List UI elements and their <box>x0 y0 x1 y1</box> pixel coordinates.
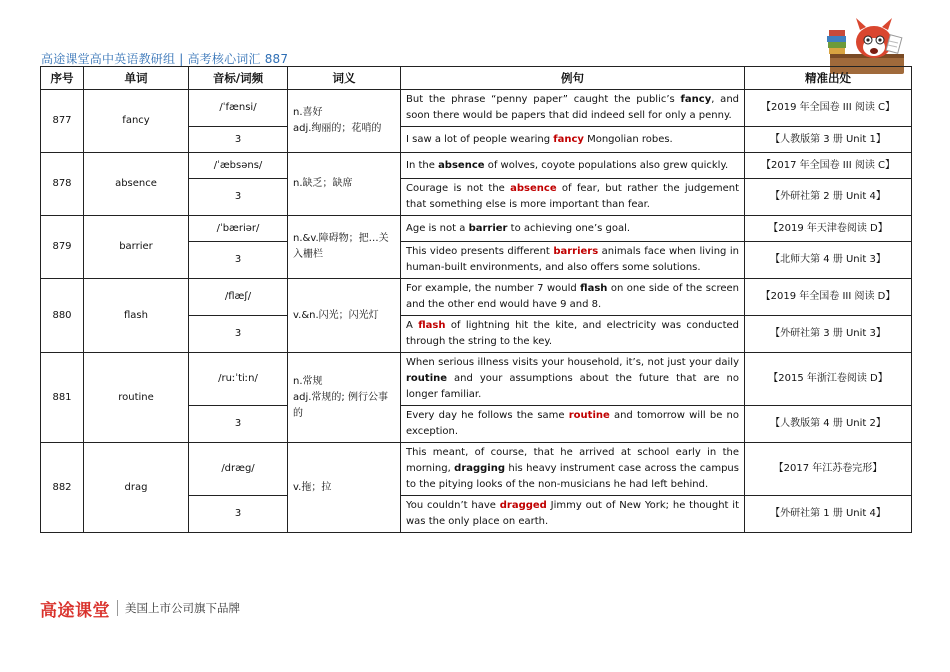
example-source: 【外研社第 2 册 Unit 4】 <box>745 179 912 216</box>
table-row <box>41 279 912 316</box>
example-sentence: Age is not a barrier to achieving one’s goal. <box>401 216 745 242</box>
keyword: routine <box>568 410 610 421</box>
entry-frequency: 3 <box>189 179 288 216</box>
keyword: barrier <box>468 222 508 234</box>
entry-word: absence <box>84 153 189 216</box>
example-sentence: Every day he follows the same routine and tomorrow will be no exception. <box>401 406 745 443</box>
table-row <box>41 153 912 179</box>
entry-phonetic: /ˈbæriər/ <box>189 216 288 242</box>
column-header-word: 单词 <box>84 67 189 90</box>
entry-word: fancy <box>84 90 189 153</box>
meaning-line: v.&n.闪光；闪光灯 <box>293 309 379 321</box>
example-sentence: When serious illness visits your household, it’s, not just your daily routine and your assumptions about the future that are no longer familiar. <box>401 353 745 406</box>
entry-frequency: 3 <box>189 496 288 533</box>
table-row <box>41 216 912 242</box>
entry-phonetic: /ˈfænsi/ <box>189 90 288 127</box>
keyword: fancy <box>680 94 712 105</box>
example-source: 【2017 年全国卷 III 阅读 C】 <box>745 153 912 179</box>
meaning-line: n.常规 <box>293 375 323 387</box>
column-header-number: 序号 <box>41 67 84 90</box>
entry-phonetic: /ˈæbsəns/ <box>189 153 288 179</box>
footer-divider <box>117 600 118 616</box>
header-title: 高途课堂高中英语教研组 | 高考核心词汇 887 <box>41 52 289 66</box>
entry-number: 877 <box>41 90 84 153</box>
example-source: 【北师大第 4 册 Unit 3】 <box>745 242 912 279</box>
example-sentence: A flash of lightning hit the kite, and electricity was conducted through the string to the key. <box>401 316 745 353</box>
entry-meaning <box>288 279 401 353</box>
example-sentence: But the phrase “penny paper” caught the public’s fancy, and soon there would be papers that did indeed sell for only a penny. <box>401 90 745 127</box>
entry-number: 882 <box>41 443 84 533</box>
table-row <box>41 353 912 406</box>
keyword: dragging <box>454 463 506 474</box>
column-header-meaning: 词义 <box>288 67 401 90</box>
example-source: 【2017 年江苏卷完形】 <box>745 443 912 496</box>
meaning-line: v.拖；拉 <box>293 481 332 493</box>
meaning-line: adj.绚丽的；花哨的 <box>293 123 382 134</box>
footer <box>40 596 240 620</box>
entry-phonetic: /ruːˈtiːn/ <box>189 353 288 406</box>
brand-logo: 高途课堂 <box>40 600 110 621</box>
meaning-line: adj.常规的; 例行公事的 <box>293 391 388 419</box>
example-sentence: For example, the number 7 would flash on one side of the screen and the other end would have 9 and 8. <box>401 279 745 316</box>
column-header-example: 例句 <box>401 67 745 90</box>
meaning-line: n.喜好 <box>293 107 323 118</box>
example-source: 【外研社第 3 册 Unit 3】 <box>745 316 912 353</box>
meaning-line: n.&v.障碍物；把…关入栅栏 <box>293 233 389 260</box>
example-sentence: I saw a lot of people wearing fancy Mongolian robes. <box>401 127 745 153</box>
entry-word: barrier <box>84 216 189 279</box>
entry-phonetic: /dræg/ <box>189 443 288 496</box>
entry-frequency: 3 <box>189 242 288 279</box>
table-row <box>41 90 912 127</box>
entry-frequency: 3 <box>189 127 288 153</box>
keyword: absence <box>510 183 557 194</box>
entry-number: 878 <box>41 153 84 216</box>
example-source: 【外研社第 1 册 Unit 4】 <box>745 496 912 533</box>
entry-meaning <box>288 216 401 279</box>
column-header-source: 精准出处 <box>745 67 912 90</box>
keyword: barriers <box>553 246 599 257</box>
keyword: flash <box>580 283 608 294</box>
entry-phonetic: /flæʃ/ <box>189 279 288 316</box>
example-sentence: Courage is not the absence of fear, but rather the judgement that something else is more important than fear. <box>401 179 745 216</box>
example-source: 【2019 年全国卷 III 阅读 C】 <box>745 90 912 127</box>
entry-frequency: 3 <box>189 316 288 353</box>
example-sentence: In the absence of wolves, coyote populations also grew quickly. <box>401 153 745 179</box>
table-row <box>41 443 912 496</box>
keyword: flash <box>418 320 446 331</box>
entry-number: 881 <box>41 353 84 443</box>
example-sentence: You couldn’t have dragged Jimmy out of New York; he thought it was the only place on earth. <box>401 496 745 533</box>
entry-frequency: 3 <box>189 406 288 443</box>
example-source: 【2019 年天津卷阅读 D】 <box>745 216 912 242</box>
entry-meaning <box>288 153 401 216</box>
meaning-line: n.缺乏；缺席 <box>293 178 353 189</box>
keyword: absence <box>438 159 485 171</box>
entry-meaning <box>288 353 401 443</box>
entry-word: routine <box>84 353 189 443</box>
entry-meaning <box>288 443 401 533</box>
keyword: fancy <box>553 133 584 145</box>
column-header-phonetic: 音标/词频 <box>189 67 288 90</box>
example-sentence: This meant, of course, that he arrived at school early in the morning, dragging his heavy instrument case across the campus to the pitying looks of the non-musicians he had left behind. <box>401 443 745 496</box>
keyword: dragged <box>499 500 547 511</box>
example-source: 【2019 年全国卷 III 阅读 D】 <box>745 279 912 316</box>
entry-word: flash <box>84 279 189 353</box>
keyword: routine <box>406 373 448 384</box>
example-source: 【2015 年浙江卷阅读 D】 <box>745 353 912 406</box>
table-header-row <box>41 67 912 90</box>
entry-number: 880 <box>41 279 84 353</box>
example-source: 【人教版第 4 册 Unit 2】 <box>745 406 912 443</box>
vocabulary-table <box>40 66 912 533</box>
example-sentence: This video presents different barriers animals face when living in human-built environments, and also offers some solutions. <box>401 242 745 279</box>
brand-tagline: 美国上市公司旗下品牌 <box>125 601 240 615</box>
entry-word: drag <box>84 443 189 533</box>
example-source: 【人教版第 3 册 Unit 1】 <box>745 127 912 153</box>
entry-meaning <box>288 90 401 153</box>
entry-number: 879 <box>41 216 84 279</box>
